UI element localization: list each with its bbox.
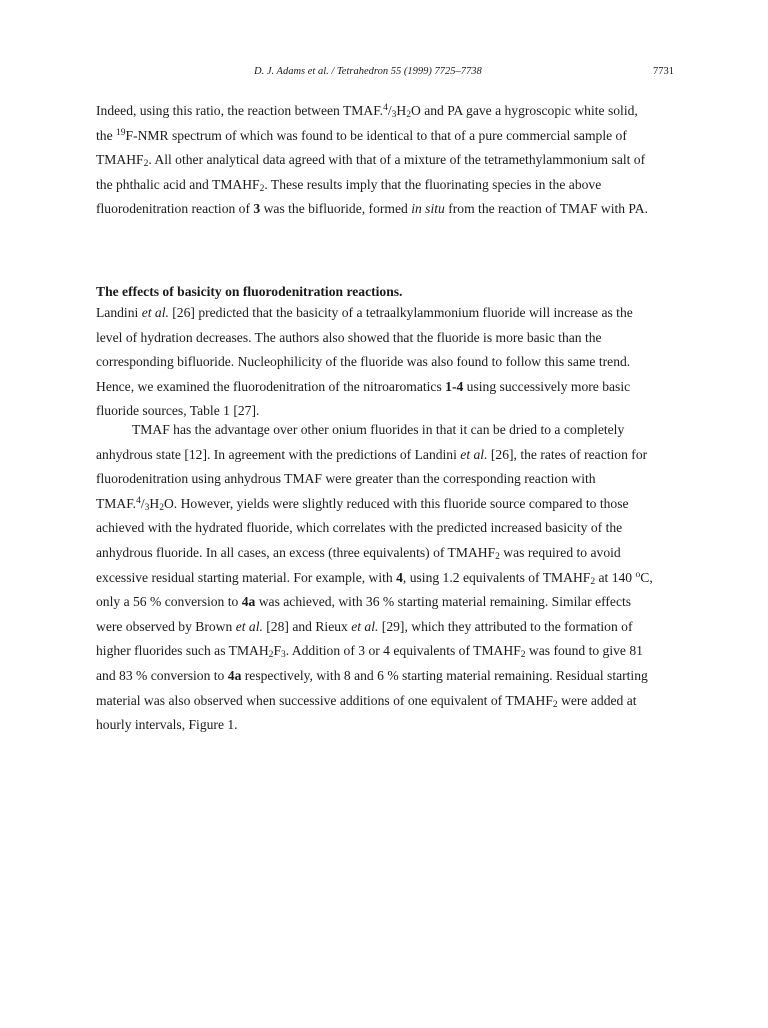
text-run: . These results imply that the fluorinating species in the above fluorodenitration reaction of bbox=[96, 176, 602, 217]
text-run: 2 bbox=[268, 650, 274, 661]
text-run: 4 bbox=[396, 569, 403, 585]
text-run: TMAF has the advantage over other onium fluorides in that it can be dried to a completely anhydrous state [12]. In agreement with the predictions of Landini bbox=[96, 422, 625, 462]
text-run: 19 bbox=[116, 127, 126, 138]
text-run: [26], the rates of reaction for fluorodenitration using anhydrous TMAF were greater than the corresponding reaction with TMAF. bbox=[96, 446, 648, 511]
text-run: The effects of basicity on fluorodenitration reactions. bbox=[96, 284, 403, 299]
text-run: 2 bbox=[259, 183, 265, 194]
text-run: in situ bbox=[411, 201, 445, 217]
text-run: H bbox=[396, 103, 407, 118]
text-run: using successively more basic fluoride sources, Table 1 [27]. bbox=[96, 378, 631, 419]
text-run: was achieved, with 36 % starting material remaining. Similar effects were observed by Brown bbox=[96, 594, 632, 634]
text-run: was required to avoid excessive residual starting material. For example, with bbox=[96, 544, 621, 585]
text-run: 3 bbox=[391, 110, 397, 120]
text-run: Landini bbox=[96, 305, 142, 320]
text-run: from the reaction of TMAF with PA. bbox=[444, 201, 648, 217]
text-run: [26] predicted that the basicity of a tetraalkylammonium fluoride will increase as the level of hydration decreases. The authors also showed that the fluoride is more basic than the corresponding bifluoride. Nucleophilicity of the fluoride was also found to follow this same trend. Hence, we examined the fluorodenitration of the nitroaromatics bbox=[96, 305, 633, 394]
text-run: et al. bbox=[141, 305, 169, 320]
paragraph-tmaf-anhydrous bbox=[96, 418, 656, 738]
text-run: respectively, with 8 and 6 % starting material remaining. Residual starting material was also observed when successive additions of one equivalent of TMAHF bbox=[96, 667, 648, 708]
text-run: [29], which they attributed to the formation of higher fluorides such as TMAH bbox=[96, 618, 633, 659]
text-run: F bbox=[273, 643, 281, 659]
text-run: C, only a 56 % conversion to bbox=[96, 569, 653, 610]
text-run: 2 bbox=[159, 502, 164, 513]
text-run: O and PA gave a hygroscopic white solid, the bbox=[96, 103, 638, 143]
page-number: 7731 bbox=[653, 66, 674, 77]
journal-citation: D. J. Adams et al. / Tetrahedron 55 (1999) 7725–7738 bbox=[254, 66, 482, 77]
text-run: . All other analytical data agreed with that of a mixture of the tetramethylammonium salt of the phthalic acid and TMAHF bbox=[96, 152, 646, 192]
text-run: were added at hourly intervals, Figure 1. bbox=[96, 692, 637, 733]
text-run: / bbox=[140, 495, 145, 511]
text-run: et al. bbox=[460, 446, 488, 462]
text-run: 4 bbox=[383, 103, 388, 113]
text-run: 4a bbox=[227, 667, 242, 683]
text-run: 4a bbox=[241, 594, 256, 610]
text-run: H bbox=[149, 495, 160, 511]
text-run: 2 bbox=[520, 650, 526, 661]
paragraph-landini-prediction bbox=[96, 301, 656, 424]
text-run: . Addition of 3 or 4 equivalents of TMAHF bbox=[285, 643, 521, 659]
text-run: F-NMR spectrum of which was found to be identical to that of a pure commercial sample of TMAHF bbox=[96, 127, 627, 168]
text-run: 2 bbox=[590, 576, 596, 587]
paragraph-hygroscopic-solid bbox=[96, 99, 656, 222]
text-run: O. However, yields were slightly reduced with this fluoride source compared to those achieved with the hydrated fluoride, which correlates with the predicted increased basicity of the anhydrous fluoride. In all cases, an excess (three equivalents) of TMAHF bbox=[96, 495, 629, 560]
text-run: 4 bbox=[136, 495, 141, 506]
text-run: 3 bbox=[144, 502, 150, 513]
text-run: et al. bbox=[235, 618, 263, 634]
text-run: 2 bbox=[552, 699, 558, 710]
text-run: 1-4 bbox=[445, 378, 464, 394]
text-run: 3 bbox=[281, 650, 286, 661]
text-run: at 140 bbox=[595, 569, 636, 585]
text-run: was the bifluoride, formed bbox=[260, 201, 412, 217]
text-run: [28] and Rieux bbox=[262, 618, 352, 634]
text-run: o bbox=[635, 569, 641, 580]
text-run: Indeed, using this ratio, the reaction between TMAF. bbox=[96, 103, 384, 118]
section-heading-basicity bbox=[96, 283, 402, 301]
text-run: 2 bbox=[143, 159, 149, 170]
text-run: 3 bbox=[253, 201, 261, 217]
text-run: was found to give 81 and 83 % conversion to bbox=[96, 643, 643, 683]
text-run: 2 bbox=[406, 110, 411, 120]
text-run: / bbox=[387, 103, 392, 118]
text-run: et al. bbox=[351, 618, 379, 634]
text-run: , using 1.2 equivalents of TMAHF bbox=[402, 569, 591, 585]
text-run: 2 bbox=[495, 551, 500, 562]
